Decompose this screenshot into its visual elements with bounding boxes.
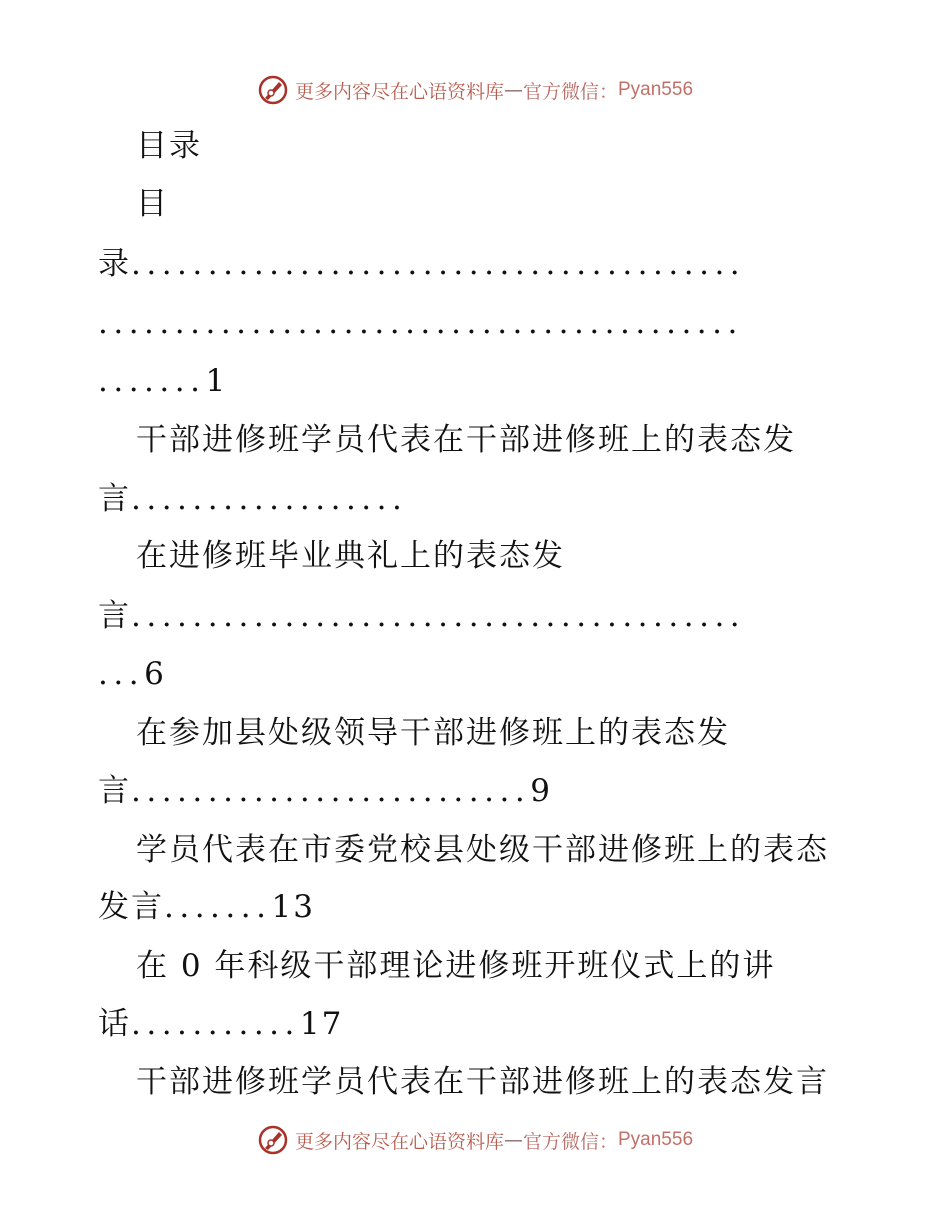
toc-entry-title[interactable]: 学员代表在市委党校县处级干部进修班上的表态 bbox=[136, 832, 829, 868]
toc-page-number: 6 bbox=[144, 656, 166, 692]
toc-leader-dots: ........................................ bbox=[131, 598, 746, 634]
watermark-separator: — bbox=[503, 1129, 523, 1151]
toc-entry-title-end: 话 bbox=[98, 1006, 131, 1042]
toc-leader-dots: ....... bbox=[98, 363, 206, 399]
toc-entry-title[interactable]: 在参加县处级领导干部进修班上的表态发 bbox=[136, 715, 730, 751]
watermark-wechat-id: Pyan556 bbox=[618, 79, 694, 100]
watermark-wechat-label: 官方微信： bbox=[522, 1130, 618, 1153]
watermark-title: 更多内容尽在心语资料库 bbox=[294, 1130, 504, 1153]
toc-entry-title-end: 言 bbox=[98, 773, 131, 809]
toc-entry-title: 目 bbox=[136, 186, 169, 222]
watermark-separator: — bbox=[503, 79, 523, 101]
toc-leader-dots: ........... bbox=[131, 1006, 300, 1042]
toc-entry-title-end: 录 bbox=[98, 246, 131, 282]
header-watermark bbox=[0, 70, 950, 110]
toc-page-number: 9 bbox=[530, 773, 552, 809]
toc-leader-dots: ........................................ bbox=[131, 246, 746, 282]
quill-logo-icon bbox=[257, 1124, 289, 1156]
watermark-title: 更多内容尽在心语资料库 bbox=[294, 80, 504, 103]
toc-leader-line bbox=[0, 303, 950, 343]
toc-entry-title-end: 发言 bbox=[98, 889, 164, 925]
watermark-wechat-label: 官方微信： bbox=[522, 80, 618, 103]
toc-heading: 目录 bbox=[136, 128, 202, 164]
toc-entry-continuation[interactable] bbox=[0, 596, 950, 636]
watermark-wechat-id: Pyan556 bbox=[618, 1129, 694, 1150]
toc-entry-title[interactable]: 在进修班毕业典礼上的表态发 bbox=[136, 538, 565, 574]
toc-entry-continuation[interactable] bbox=[0, 771, 950, 811]
toc-page-number: 1 bbox=[205, 363, 228, 399]
toc-entry-continuation[interactable] bbox=[0, 1004, 950, 1044]
toc-leader-line bbox=[0, 654, 950, 694]
toc-entry-continuation[interactable] bbox=[0, 887, 950, 927]
toc-entry-title[interactable]: 在 0 年科级干部理论进修班开班仪式上的讲 bbox=[136, 948, 776, 984]
toc-entry-title[interactable]: 干部进修班学员代表在干部进修班上的表态发言 bbox=[136, 1064, 829, 1100]
toc-page-number: 17 bbox=[299, 1006, 344, 1042]
toc-leader-dots: .......................... bbox=[131, 773, 531, 809]
toc-leader-dots: .................. bbox=[131, 481, 408, 517]
toc-entry-continuation[interactable] bbox=[0, 479, 950, 519]
toc-entry-title[interactable]: 干部进修班学员代表在干部进修班上的表态发 bbox=[136, 422, 796, 458]
toc-entry-title-end: 言 bbox=[98, 598, 131, 634]
toc-entry-continuation[interactable] bbox=[0, 244, 950, 284]
toc-leader-dots: ... bbox=[98, 656, 145, 692]
quill-logo-icon bbox=[257, 74, 289, 106]
footer-watermark bbox=[0, 1120, 950, 1160]
toc-page-number: 13 bbox=[271, 889, 315, 925]
toc-entry-title-end: 言 bbox=[98, 481, 131, 517]
toc-leader-dots: .......................................... bbox=[98, 305, 743, 341]
toc-leader-line bbox=[0, 361, 950, 401]
toc-leader-dots: ....... bbox=[164, 889, 272, 925]
